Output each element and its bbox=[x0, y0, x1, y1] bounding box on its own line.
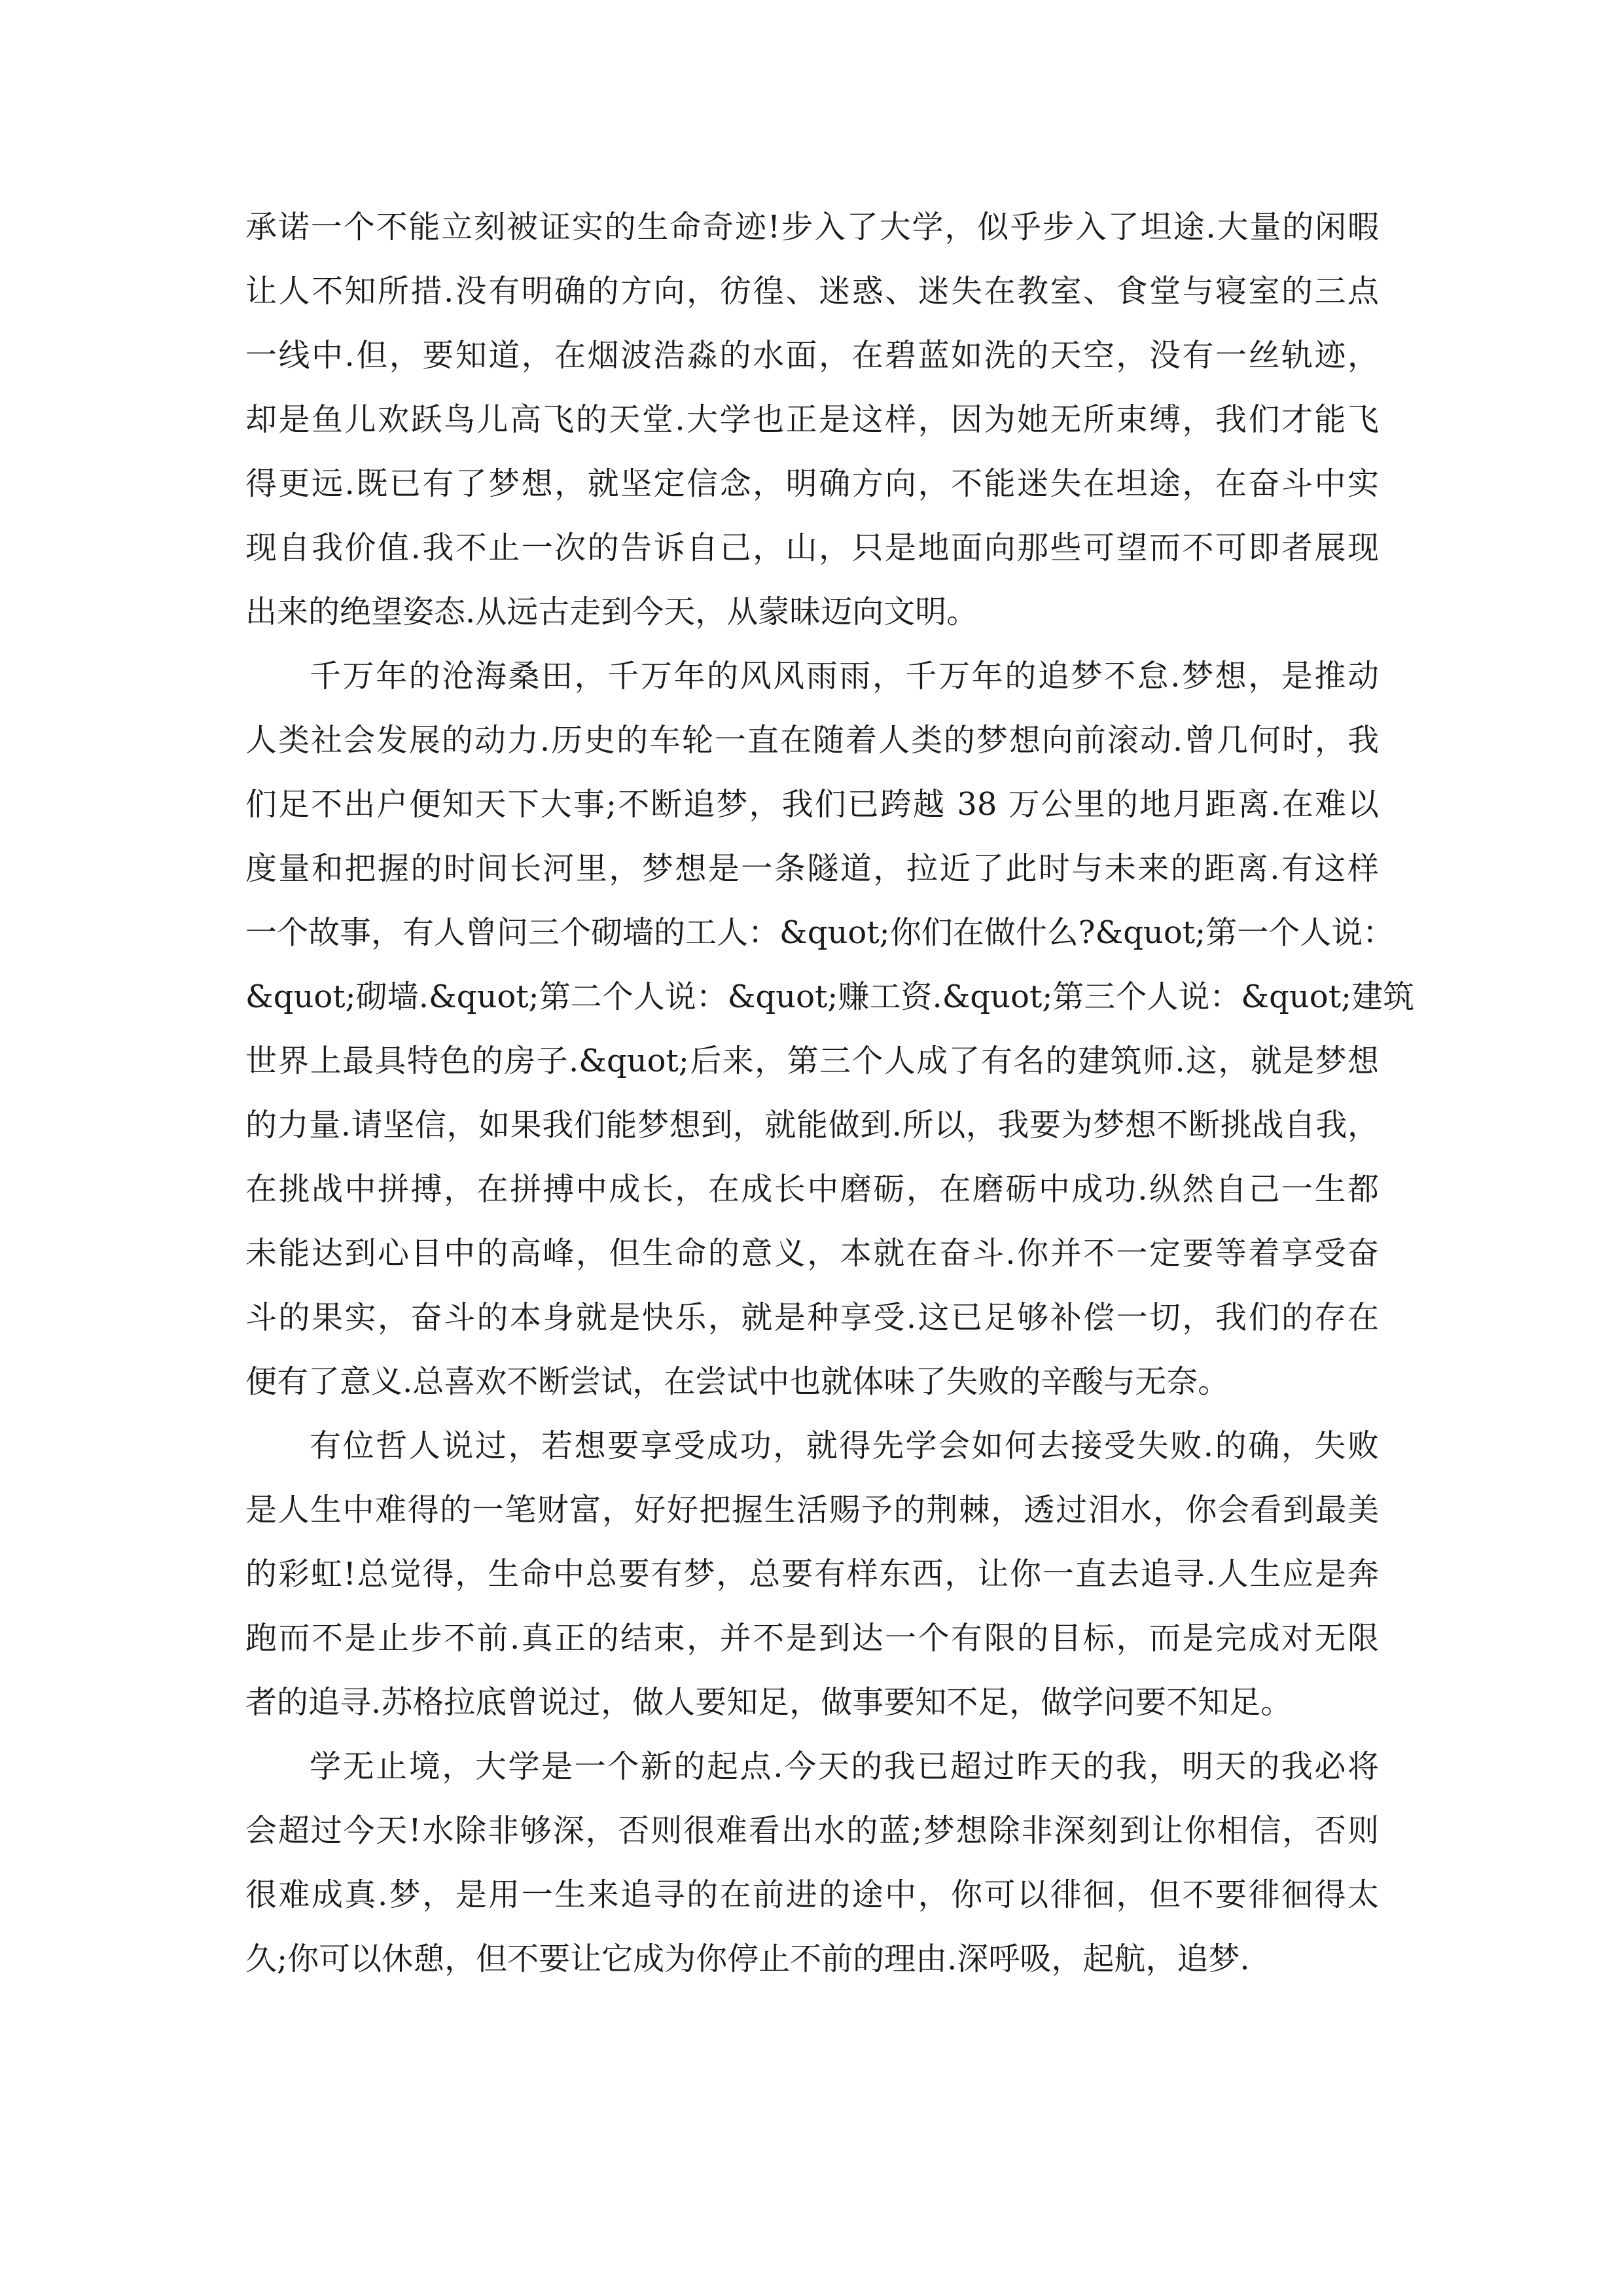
text-line: 一线中.但，要知道，在烟波浩淼的水面，在碧蓝如洗的天空，没有一丝轨迹， bbox=[245, 337, 1379, 374]
text-line: 度量和把握的时间长河里，梦想是一条隧道，拉近了此时与未来的距离.有这样 bbox=[245, 850, 1379, 887]
text-line: 一个故事，有人曾问三个砌墙的工人：&quot;你们在做什么?&quot;第一个人说： bbox=[245, 914, 1395, 951]
text-line: 的彩虹!总觉得，生命中总要有梦，总要有样东西，让你一直去追寻.人生应是奔 bbox=[245, 1556, 1379, 1592]
paragraph-2 bbox=[245, 644, 1415, 1414]
text-line: 世界上最具特色的房子.&quot;后来，第三个人成了有名的建筑师.这，就是梦想 bbox=[245, 1043, 1379, 1079]
text-line: 现自我价值.我不止一次的告诉自己，山，只是地面向那些可望而不可即者展现 bbox=[245, 529, 1379, 566]
text-line: 便有了意义.总喜欢不断尝试，在尝试中也就体味了失败的辛酸与无奈。 bbox=[245, 1363, 1230, 1400]
text-line: 跑而不是止步不前.真正的结束，并不是到达一个有限的目标，而是完成对无限 bbox=[245, 1620, 1379, 1657]
text-line: 是人生中难得的一笔财富，好好把握生活赐予的荆棘，透过泪水，你会看到最美 bbox=[245, 1492, 1379, 1528]
essay-body bbox=[245, 195, 1415, 1991]
text-line: 承诺一个不能立刻被证实的生命奇迹!步入了大学，似乎步入了坦途.大量的闲暇 bbox=[245, 209, 1379, 245]
text-line: 的力量.请坚信，如果我们能梦想到，就能做到.所以，我要为梦想不断挑战自我， bbox=[245, 1107, 1379, 1143]
paragraph-3 bbox=[245, 1414, 1379, 1734]
text-line: 让人不知所措.没有明确的方向，彷徨、迷惑、迷失在教室、食堂与寝室的三点 bbox=[245, 273, 1379, 310]
text-line: &quot;砌墙.&quot;第二个人说：&quot;赚工资.&quot;第三个人说：&quot;建筑 bbox=[245, 978, 1415, 1015]
text-line: 久;你可以休憩，但不要让它成为你停止不前的理由.深呼吸，起航，追梦. bbox=[245, 1941, 1250, 1977]
text-line: 学无止境，大学是一个新的起点.今天的我已超过昨天的我，明天的我必将 bbox=[310, 1748, 1379, 1785]
text-line: 斗的果实，奋斗的本身就是快乐，就是种享受.这已足够补偿一切，我们的存在 bbox=[245, 1299, 1379, 1336]
text-line: 会超过今天!水除非够深，否则很难看出水的蓝;梦想除非深刻到让你相信，否则 bbox=[245, 1812, 1379, 1849]
paragraph-4 bbox=[245, 1734, 1379, 1991]
text-line: 们足不出户便知天下大事;不断追梦，我们已跨越 38 万公里的地月距离.在难以 bbox=[245, 786, 1379, 823]
text-line: 出来的绝望姿态.从远古走到今天，从蒙昧迈向文明。 bbox=[245, 594, 978, 630]
paragraph-1 bbox=[245, 195, 1379, 644]
text-line: 在挑战中拼搏，在拼搏中成长，在成长中磨砺，在磨砺中成功.纵然自己一生都 bbox=[245, 1171, 1379, 1208]
text-line: 很难成真.梦，是用一生来追寻的在前进的途中，你可以徘徊，但不要徘徊得太 bbox=[245, 1876, 1379, 1913]
text-line: 未能达到心目中的高峰，但生命的意义，本就在奋斗.你并不一定要等着享受奋 bbox=[245, 1235, 1379, 1272]
text-line: 得更远.既已有了梦想，就坚定信念，明确方向，不能迷失在坦途，在奋斗中实 bbox=[245, 465, 1379, 502]
text-line: 者的追寻.苏格拉底曾说过，做人要知足，做事要知不足，做学问要不知足。 bbox=[245, 1684, 1293, 1721]
text-line: 有位哲人说过，若想要享受成功，就得先学会如何去接受失败.的确，失败 bbox=[310, 1427, 1379, 1464]
text-line: 却是鱼儿欢跃鸟儿高飞的天堂.大学也正是这样，因为她无所束缚，我们才能飞 bbox=[245, 401, 1379, 438]
text-line: 人类社会发展的动力.历史的车轮一直在随着人类的梦想向前滚动.曾几何时，我 bbox=[245, 722, 1379, 759]
text-line: 千万年的沧海桑田，千万年的风风雨雨，千万年的追梦不怠.梦想，是推动 bbox=[310, 658, 1379, 694]
